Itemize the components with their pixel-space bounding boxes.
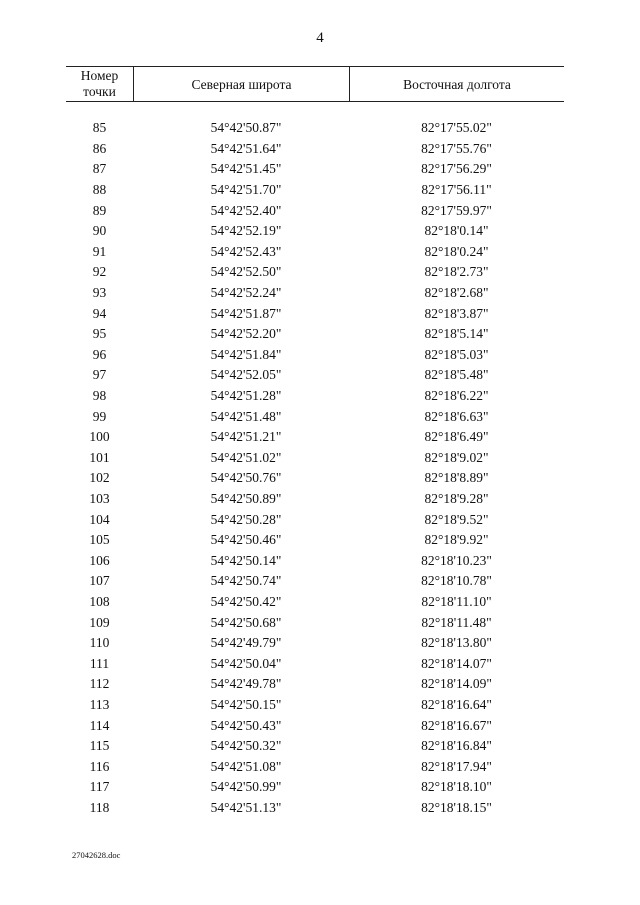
latitude-cell: 54°42'50.68" <box>210 614 282 630</box>
latitude-cell: 54°42'51.21" <box>210 429 282 445</box>
longitude-cell: 82°18'10.78" <box>421 573 492 589</box>
point-number-cell: 87 <box>92 161 107 177</box>
point-number-cell: 89 <box>92 202 107 218</box>
latitude-cell: 54°42'50.46" <box>210 532 282 548</box>
longitude-cell: 82°18'14.09" <box>421 676 492 692</box>
point-number-cell: 114 <box>89 717 110 733</box>
latitude-cell: 54°42'50.28" <box>210 511 282 527</box>
point-number-cell: 107 <box>89 573 110 589</box>
longitude-cell: 82°18'16.84" <box>421 738 492 754</box>
point-number-cell: 104 <box>89 511 110 527</box>
latitude-cell: 54°42'51.70" <box>210 182 282 198</box>
longitude-cell: 82°18'14.07" <box>421 655 492 671</box>
point-number-cell: 92 <box>92 264 107 280</box>
latitude-cell: 54°42'50.43" <box>210 717 282 733</box>
point-number-cell: 91 <box>92 243 107 259</box>
table-header-bottom-border <box>66 101 564 102</box>
column-header-longitude: Восточная долгота <box>403 77 511 92</box>
point-number-cell: 106 <box>89 552 110 568</box>
point-number-cell: 88 <box>92 182 107 198</box>
latitude-cell: 54°42'50.04" <box>210 655 282 671</box>
table-row <box>66 777 564 798</box>
latitude-cell: 54°42'50.15" <box>210 696 282 712</box>
latitude-cell: 54°42'51.48" <box>210 408 282 424</box>
longitude-cell: 82°18'6.49" <box>424 429 489 445</box>
table-row <box>66 715 564 736</box>
latitude-cell: 54°42'52.19" <box>210 223 282 239</box>
latitude-cell: 54°42'50.32" <box>210 738 282 754</box>
point-number-cell: 115 <box>89 738 110 754</box>
latitude-cell: 54°42'50.89" <box>210 490 282 506</box>
longitude-cell: 82°18'6.22" <box>424 388 489 404</box>
table-row <box>66 242 564 263</box>
table-row <box>66 633 564 654</box>
longitude-cell: 82°18'6.63" <box>424 408 489 424</box>
latitude-cell: 54°42'50.99" <box>210 779 282 795</box>
column-header-point-number-line1: Номер <box>80 68 119 83</box>
point-number-cell: 112 <box>89 676 110 692</box>
point-number-cell: 94 <box>92 305 107 321</box>
longitude-cell: 82°18'11.10" <box>421 593 492 609</box>
latitude-cell: 54°42'51.84" <box>210 346 282 362</box>
point-number-cell: 102 <box>89 470 110 486</box>
table-row <box>66 159 564 180</box>
longitude-cell: 82°18'10.23" <box>421 552 492 568</box>
longitude-cell: 82°17'56.11" <box>421 182 492 198</box>
longitude-cell: 82°18'5.14" <box>424 326 489 342</box>
point-number-cell: 85 <box>92 120 107 136</box>
point-number-cell: 116 <box>89 758 110 774</box>
table-row <box>66 180 564 201</box>
table-row <box>66 798 564 819</box>
longitude-cell: 82°18'9.52" <box>424 511 489 527</box>
latitude-cell: 54°42'50.74" <box>210 573 282 589</box>
longitude-cell: 82°18'3.87" <box>424 305 489 321</box>
longitude-cell: 82°18'9.92" <box>424 532 489 548</box>
latitude-cell: 54°42'50.76" <box>210 470 282 486</box>
point-number-cell: 103 <box>89 490 110 506</box>
longitude-cell: 82°18'0.14" <box>424 223 489 239</box>
latitude-cell: 54°42'50.14" <box>210 552 282 568</box>
longitude-cell: 82°18'13.80" <box>421 635 492 651</box>
longitude-cell: 82°17'55.02" <box>421 120 492 136</box>
point-number-cell: 110 <box>89 635 110 651</box>
latitude-cell: 54°42'51.45" <box>210 161 282 177</box>
table-row <box>66 674 564 695</box>
table-row <box>66 592 564 613</box>
longitude-cell: 82°17'56.29" <box>421 161 492 177</box>
table-row <box>66 386 564 407</box>
point-number-cell: 118 <box>89 799 110 815</box>
point-number-cell: 100 <box>89 429 110 445</box>
longitude-cell: 82°17'59.97" <box>421 202 492 218</box>
latitude-cell: 54°42'52.43" <box>210 243 282 259</box>
table-row <box>66 509 564 530</box>
longitude-cell: 82°18'5.03" <box>424 346 489 362</box>
latitude-cell: 54°42'49.78" <box>210 676 282 692</box>
latitude-cell: 54°42'49.79" <box>210 635 282 651</box>
latitude-cell: 54°42'52.40" <box>210 202 282 218</box>
point-number-cell: 113 <box>89 696 110 712</box>
point-number-cell: 109 <box>89 614 110 630</box>
table-row <box>66 427 564 448</box>
latitude-cell: 54°42'51.64" <box>210 140 282 156</box>
table-row <box>66 468 564 489</box>
latitude-cell: 54°42'52.20" <box>210 326 282 342</box>
longitude-cell: 82°18'2.68" <box>424 285 489 301</box>
table-row <box>66 139 564 160</box>
table-row <box>66 200 564 221</box>
table-row <box>66 736 564 757</box>
latitude-cell: 54°42'51.28" <box>210 388 282 404</box>
column-header-point-number <box>66 68 133 100</box>
longitude-cell: 82°18'18.15" <box>421 799 492 815</box>
point-number-cell: 105 <box>89 532 110 548</box>
table-row <box>66 653 564 674</box>
table-row <box>66 221 564 242</box>
table-row <box>66 550 564 571</box>
column-header-point-number-line2: точки <box>83 84 116 99</box>
longitude-cell: 82°18'11.48" <box>421 614 492 630</box>
table-row <box>66 612 564 633</box>
latitude-cell: 54°42'52.24" <box>210 285 282 301</box>
longitude-cell: 82°18'8.89" <box>424 470 489 486</box>
table-row <box>66 345 564 366</box>
table-row <box>66 283 564 304</box>
point-number-cell: 93 <box>92 285 107 301</box>
table-row <box>66 262 564 283</box>
longitude-cell: 82°18'2.73" <box>424 264 489 280</box>
table-row <box>66 571 564 592</box>
coordinates-table-body <box>66 118 564 818</box>
point-number-cell: 97 <box>92 367 107 383</box>
latitude-cell: 54°42'52.05" <box>210 367 282 383</box>
longitude-cell: 82°17'55.76" <box>421 140 492 156</box>
longitude-cell: 82°18'5.48" <box>424 367 489 383</box>
table-row <box>66 756 564 777</box>
latitude-cell: 54°42'51.13" <box>210 799 282 815</box>
table-row <box>66 489 564 510</box>
table-row <box>66 324 564 345</box>
longitude-cell: 82°18'18.10" <box>421 779 492 795</box>
latitude-cell: 54°42'52.50" <box>210 264 282 280</box>
page-number: 4 <box>316 30 324 46</box>
point-number-cell: 111 <box>89 655 110 671</box>
point-number-cell: 90 <box>92 223 107 239</box>
column-header-latitude: Северная широта <box>191 77 292 92</box>
point-number-cell: 101 <box>89 449 110 465</box>
latitude-cell: 54°42'51.08" <box>210 758 282 774</box>
table-row <box>66 406 564 427</box>
point-number-cell: 86 <box>92 140 107 156</box>
longitude-cell: 82°18'9.28" <box>424 490 489 506</box>
table-row <box>66 303 564 324</box>
latitude-cell: 54°42'50.42" <box>210 593 282 609</box>
point-number-cell: 95 <box>92 326 107 342</box>
table-row <box>66 118 564 139</box>
table-row <box>66 448 564 469</box>
latitude-cell: 54°42'50.87" <box>210 120 282 136</box>
table-row <box>66 695 564 716</box>
longitude-cell: 82°18'0.24" <box>424 243 489 259</box>
table-row <box>66 365 564 386</box>
table-row <box>66 530 564 551</box>
longitude-cell: 82°18'16.64" <box>421 696 492 712</box>
longitude-cell: 82°18'17.94" <box>421 758 492 774</box>
point-number-cell: 117 <box>89 779 110 795</box>
latitude-cell: 54°42'51.87" <box>210 305 282 321</box>
longitude-cell: 82°18'16.67" <box>421 717 492 733</box>
latitude-cell: 54°42'51.02" <box>210 449 282 465</box>
point-number-cell: 96 <box>92 346 107 362</box>
point-number-cell: 98 <box>92 388 107 404</box>
point-number-cell: 99 <box>92 408 107 424</box>
table-header-top-border <box>66 66 564 67</box>
file-name-footer: 27042628.doc <box>72 850 121 860</box>
longitude-cell: 82°18'9.02" <box>424 449 489 465</box>
point-number-cell: 108 <box>89 593 110 609</box>
